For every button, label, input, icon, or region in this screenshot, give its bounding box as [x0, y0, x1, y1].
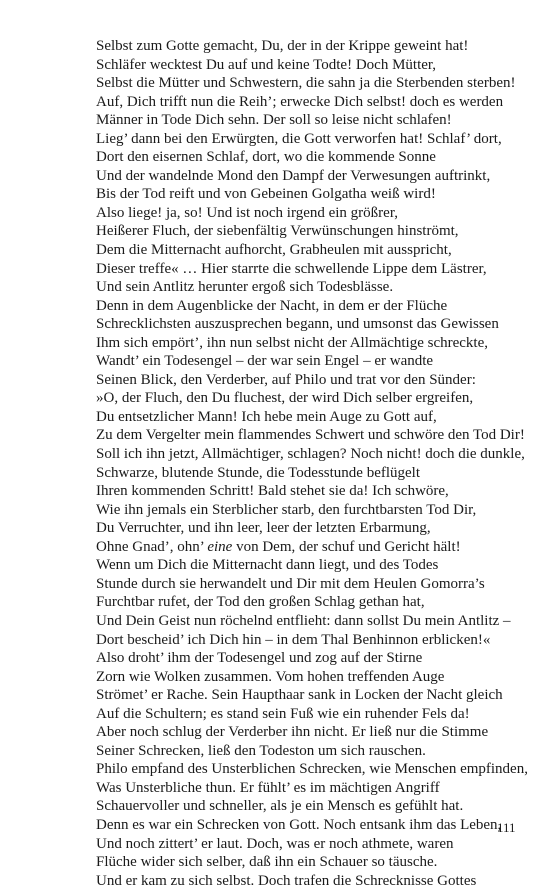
text-line: »O, der Fluch, den Du fluchest, der wird Dich selber ergreifen, [96, 390, 474, 407]
text-line: Ihm sich empört’, ihn nun selbst nicht der Allmächtige schreckte, [96, 334, 488, 351]
text-line: Schauervoller und schneller, als je ein Mensch es gefühlt hat. [96, 798, 464, 815]
text-line: Du entsetzlicher Mann! Ich hebe mein Auge zu Gott auf, [96, 408, 437, 425]
text-line: Schrecklichsten auszusprechen begann, und umsonst das Gewissen [96, 316, 499, 333]
text-line: Seiner Schrecken, ließ den Todeston um sich rauschen. [96, 742, 426, 759]
text-line: Aber noch schlug der Verderber ihn nicht. Er ließ nur die Stimme [96, 724, 489, 741]
text-line: Ihren kommenden Schritt! Bald stehet sie da! Ich schwöre, [96, 483, 449, 500]
text-line: Und noch zittert’ er laut. Doch, was er noch athmete, waren [96, 835, 454, 852]
text-line: Selbst zum Gotte gemacht, Du, der in der Krippe geweint hat! [96, 38, 469, 54]
text-line: Auf die Schultern; es stand sein Fuß wie ein ruhender Fels da! [96, 705, 470, 722]
text-line: Ohne Gnad’, ohn’ eine von Dem, der schuf und Gericht hält! [96, 538, 461, 555]
text-line: Zorn wie Wolken zusammen. Vom hohen treffenden Auge [96, 668, 445, 685]
text-line: Dem die Mitternacht aufhorcht, Grabheulen mit ausspricht, [96, 242, 452, 259]
text-line: Bis der Tod reift und von Gebeinen Golgatha weiß wird! [96, 186, 436, 203]
text-line: Wenn um Dich die Mitternacht dann liegt, und des Todes [96, 557, 439, 574]
text-line: Wandt’ ein Todesengel – der war sein Engel – er wandte [96, 353, 434, 370]
text-line: Stunde durch sie herwandelt und Dir mit dem Heulen Gomorra’s [96, 575, 485, 592]
text-line: Und sein Antlitz herunter ergoß sich Todesblässe. [96, 279, 394, 296]
text-line: Also droht’ ihm der Todesengel und zog auf der Stirne [96, 650, 423, 667]
page-number: 111 [497, 820, 516, 835]
text-line: Du Verruchter, und ihn leer, leer der letzten Erbarmung, [96, 520, 431, 537]
text-line: Also liege! ja, so! Und ist noch irgend ein größrer, [96, 204, 398, 221]
text-line: Und Dein Geist nun röchelnd entflieht: dann sollst Du mein Antlitz – [96, 612, 511, 629]
text-line: Zu dem Vergelter mein flammendes Schwert und schwöre den Tod Dir! [96, 427, 525, 444]
text-line: Schwarze, blutende Stunde, die Todesstunde beflügelt [96, 464, 421, 481]
text-line: Heißerer Fluch, der siebenfältig Verwünschungen hinströmt, [96, 223, 459, 240]
text-line: Denn es war ein Schrecken von Gott. Noch entsank ihm das Leben, [96, 816, 502, 833]
text-line: Und er kam zu sich selbst. Doch trafen die Schrecknisse Gottes [96, 872, 477, 889]
text-line: Furchtbar rufet, der Tod den großen Schlag gethan hat, [96, 594, 425, 611]
text-line: Und der wandelnde Mond den Dampf der Verwesungen auftrinkt, [96, 167, 491, 184]
poem-text [96, 37, 546, 890]
text-line: Auf, Dich trifft nun die Reih’; erwecke Dich selbst! doch es werden [96, 93, 504, 110]
text-line: Männer in Tode Dich sehn. Der soll so leise nicht schlafen! [96, 112, 452, 129]
text-line: Philo empfand des Unsterblichen Schrecken, wie Menschen empfinden, [96, 761, 528, 778]
text-line: Lieg’ dann bei den Erwürgten, die Gott verworfen hat! Schlaf’ dort, [96, 130, 502, 147]
text-line: Dort bescheid’ ich Dich hin – in dem Thal Benhinnon erblicken!« [96, 631, 491, 648]
text-line: Was Unsterbliche thun. Er fühlt’ es im mächtigen Angriff [96, 779, 440, 796]
text-line: Dort den eisernen Schlaf, dort, wo die kommende Sonne [96, 149, 436, 166]
text-line: Seinen Blick, den Verderber, auf Philo und trat vor den Sünder: [96, 371, 476, 388]
text-line: Flüche wider sich selber, daß ihn ein Schauer so täusche. [96, 854, 438, 871]
text-line: Strömet’ er Rache. Sein Haupthaar sank in Locken der Nacht gleich [96, 687, 503, 704]
text-line: Soll ich ihn jetzt, Allmächtiger, schlagen? Noch nicht! doch die dunkle, [96, 446, 525, 463]
text-line: Schläfer wecktest Du auf und keine Todte! Doch Mütter, [96, 56, 437, 73]
text-line: Denn in dem Augenblicke der Nacht, in dem er der Flüche [96, 297, 448, 314]
text-line: Wie ihn jemals ein Sterblicher starb, den furchtbarsten Tod Dir, [96, 501, 477, 518]
text-line: Dieser treffe« … Hier starrte die schwellende Lippe dem Lästrer, [96, 260, 487, 277]
text-line: Selbst die Mütter und Schwestern, die sahn ja die Sterbenden sterben! [96, 75, 516, 92]
